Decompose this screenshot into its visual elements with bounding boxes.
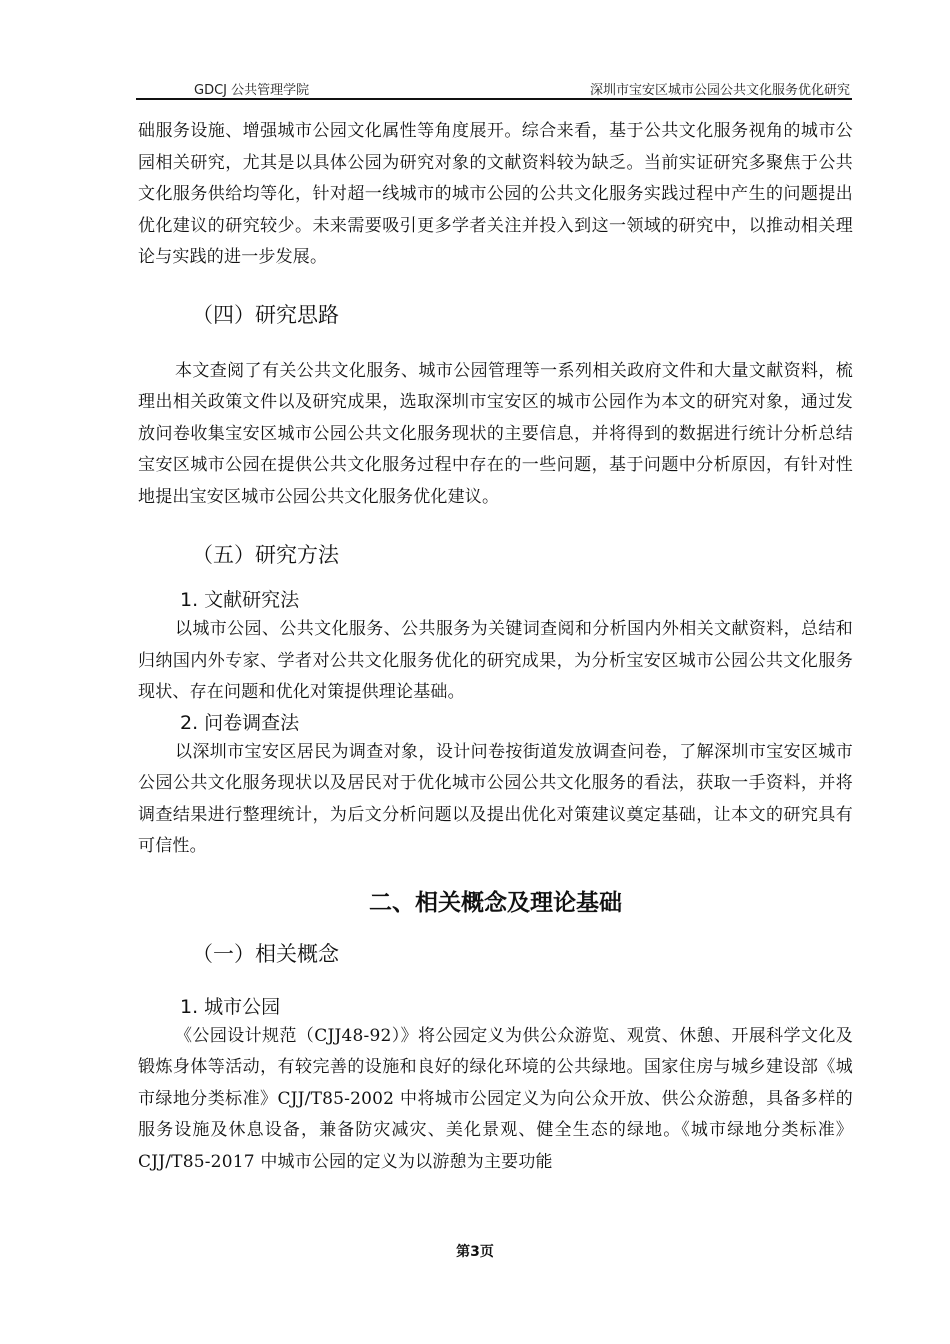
heading-research-approach: （四）研究思路 (192, 302, 339, 327)
header-school-name: GDCJ 公共管理学院 (194, 83, 310, 98)
header-divider (136, 98, 852, 100)
chapter-title: 二、相关概念及理论基础 (369, 889, 622, 916)
heading-urban-park: 1. 城市公园 (180, 995, 281, 1018)
heading-questionnaire-method: 2. 问卷调查法 (180, 711, 300, 734)
paragraph-research-approach: 本文查阅了有关公共文化服务、城市公园管理等一系列相关政府文件和大量文献资料，梳理出相关政策文件以及研究成果，选取深圳市宝安区的城市公园作为本文的研究对象，通过发放问卷收集宝安区城市公园公共文化服务现状的主要信息，并将得到的数据进行统计分析总结宝安区城市公园在提供公共文化服务过程中存在的一些问题，基于问题中分析原因，有针对性地提出宝安区城市公园公共文化服务优化建议。 (138, 360, 853, 507)
header-paper-title: 深圳市宝安区城市公园公共文化服务优化研究 (589, 83, 850, 98)
paragraph-intro-continued: 础服务设施、增强城市公园文化属性等角度展开。综合来看，基于公共文化服务视角的城市公园相关研究，尤其是以具体公园为研究对象的文献资料较为缺乏。当前实证研究多聚焦于公共文化服务供给均等化，针对超一线城市的城市公园的公共文化服务实践过程中产生的问题提出优化建议的研究较少。未来需要吸引更多学者关注并投入到这一领域的研究中，以推动相关理论与实践的进一步发展。 (138, 121, 853, 267)
heading-research-methods: （五）研究方法 (192, 543, 339, 567)
page-number: 第3页 (456, 1244, 494, 1260)
paragraph-urban-park: 《公园设计规范（CJJ48-92）》将公园定义为供公众游览、观赏、休憩、开展科学文化及锻炼身体等活动，有较完善的设施和良好的绿化环境的公共绿地。国家住房与城乡建设部《城市绿地分类标准》CJJ/T85-2002 中将城市公园定义为向公众开放、供公众游憩，具备多样的服务设施及休息设备，兼备防灾减灾、美化景观、健全生态的绿地。《城市绿地分类标准》CJJ/T85-2017 中城市公园的定义为以游憩为主要功能 (138, 1025, 853, 1172)
page-body (138, 116, 853, 1178)
heading-related-concepts: （一）相关概念 (192, 941, 339, 966)
paragraph-questionnaire-method: 以深圳市宝安区居民为调查对象，设计问卷按街道发放调查问卷，了解深圳市宝安区城市公园公共文化服务现状以及居民对于优化城市公园公共文化服务的看法，获取一手资料，并将调查结果进行整理统计，为后文分析问题以及提出优化对策建议奠定基础，让本文的研究具有可信性。 (138, 741, 853, 856)
heading-literature-method: 1. 文献研究法 (180, 589, 300, 611)
paragraph-literature-method: 以城市公园、公共文化服务、公共服务为关键词查阅和分析国内外相关文献资料，总结和归纳国内外专家、学者对公共文化服务优化的研究成果，为分析宝安区城市公园公共文化服务现状、存在问题和优化对策提供理论基础。 (138, 619, 853, 702)
